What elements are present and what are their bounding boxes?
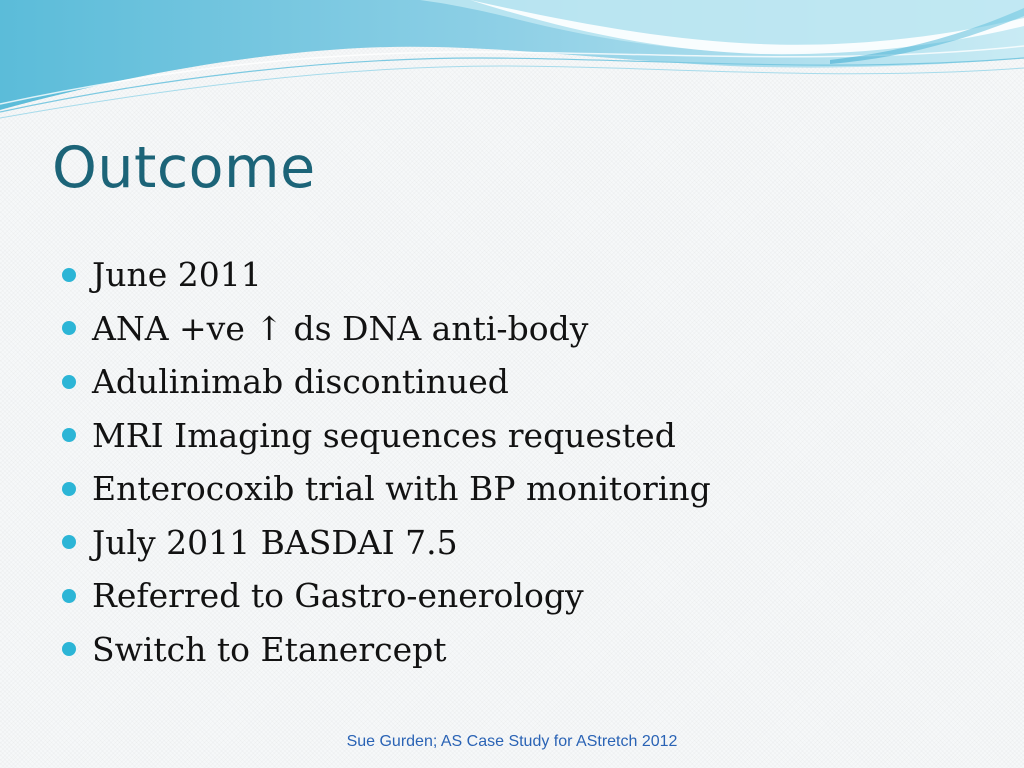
bullet-item [62,516,711,570]
bullet-dot-icon [62,375,76,389]
bullet-text: Switch to Etanercept [92,629,447,669]
bullet-item [62,569,711,623]
bullet-item [62,623,711,677]
bullet-dot-icon [62,482,76,496]
bullet-text: MRI Imaging sequences requested [92,415,676,455]
slide-title: Outcome [52,135,316,201]
bullet-dot-icon [62,321,76,335]
bullet-dot-icon [62,589,76,603]
bullet-dot-icon [62,268,76,282]
bullet-item [62,462,711,516]
bullet-text: July 2011 BASDAI 7.5 [92,522,458,562]
bullet-text: Referred to Gastro-enerology [92,576,584,616]
bullet-dot-icon [62,642,76,656]
bullet-text: Enterocoxib trial with BP monitoring [92,469,711,509]
bullet-item [62,248,711,302]
bullet-dot-icon [62,535,76,549]
bullet-text: June 2011 [92,255,262,295]
bullet-text: Adulinimab discontinued [92,362,509,402]
bullet-item [62,302,711,356]
bullet-item [62,409,711,463]
bullet-text: ANA +ve ↑ ds DNA anti-body [92,308,589,348]
bullet-item [62,355,711,409]
header-wave-decoration [0,0,1024,130]
bullet-list [62,248,711,676]
slide-footer: Sue Gurden; AS Case Study for AStretch 2012 [346,733,678,750]
bullet-dot-icon [62,428,76,442]
